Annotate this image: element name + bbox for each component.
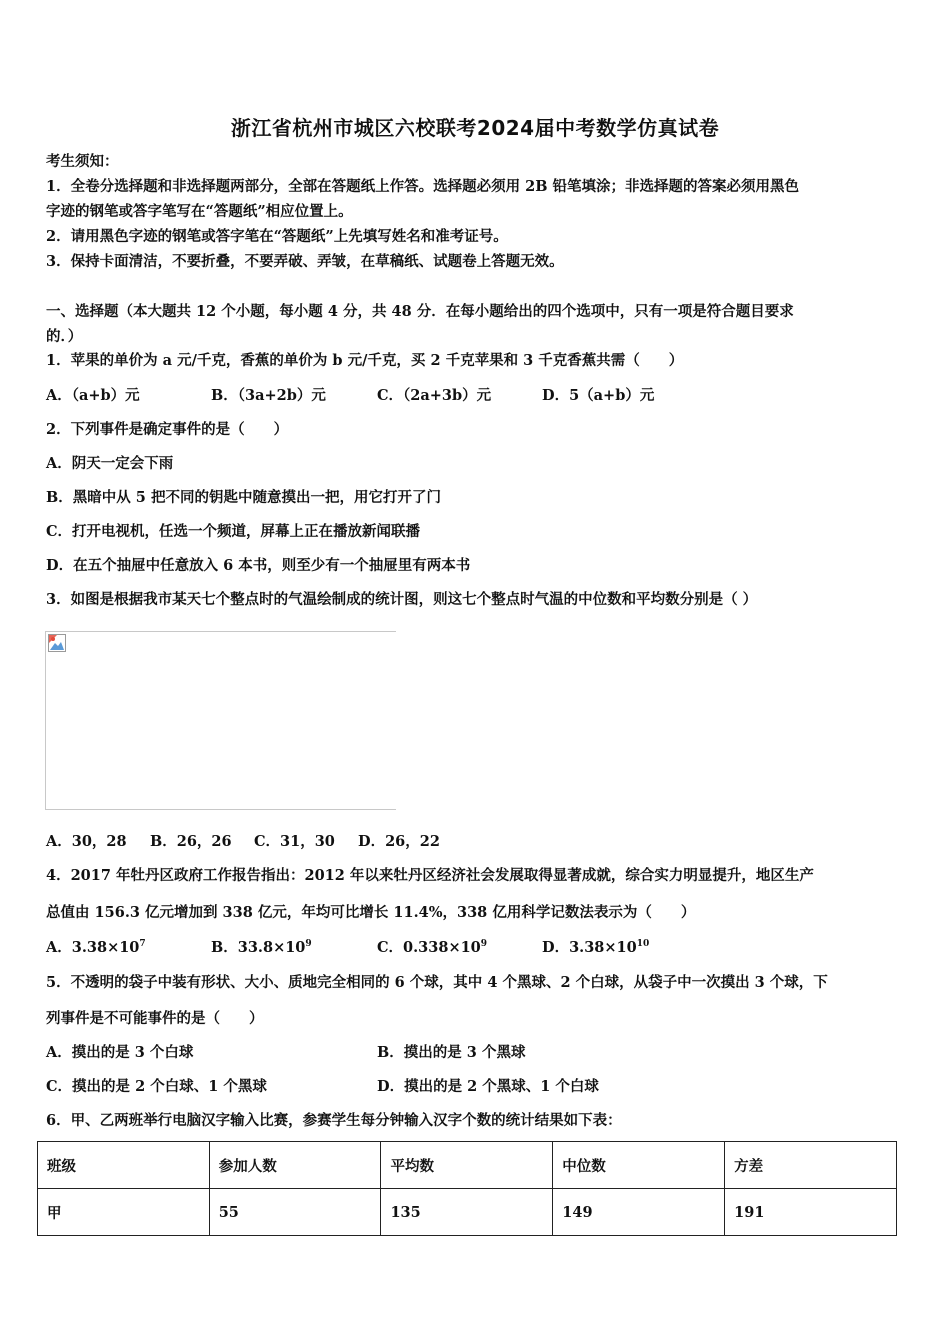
q1-option-d: D．5（a+b）元: [542, 387, 655, 404]
q5-stem-1: 5．不透明的袋子中装有形状、大小、质地完全相同的 6 个球，其中 4 个黑球、2 个白球，从袋子中一次摸出 3 个球，下: [46, 974, 828, 991]
section-heading-1: 一、选择题（本大题共 12 个小题，每小题 4 分，共 48 分．在每小题给出的四个选项中，只有一项是符合题目要求: [46, 303, 794, 320]
q4-option-b: [211, 939, 312, 957]
table-cell: 149: [553, 1189, 725, 1236]
q2-option-c: C．打开电视机，任选一个频道，屏幕上正在播放新闻联播: [46, 523, 421, 540]
q4-option-c-base: C．0.338×10: [377, 939, 481, 956]
q5-stem-2: 列事件是不可能事件的是（ ）: [46, 1010, 264, 1027]
q4-option-c-exp: 9: [480, 939, 488, 950]
q6-stem: 6．甲、乙两班举行电脑汉字输入比赛，参赛学生每分钟输入汉字个数的统计结果如下表：: [46, 1112, 622, 1129]
q2-option-a: A．阴天一定会下雨: [46, 455, 174, 472]
q4-option-a: [46, 939, 146, 957]
broken-image-icon: [48, 634, 66, 652]
q4-stem-1: 4．2017 年牡丹区政府工作报告指出：2012 年以来牡丹区经济社会发展取得显著成就，综合实力明显提升，地区生产: [46, 867, 814, 884]
q6-stats-table: [37, 1141, 897, 1236]
table-cell: 135: [381, 1189, 553, 1236]
q1-option-b: B．（3a+2b）元: [211, 387, 326, 404]
q4-option-d-exp: 10: [636, 939, 650, 950]
table-header-cell: 中位数: [553, 1142, 725, 1189]
q4-option-a-base: A．3.38×10: [46, 939, 140, 956]
table-header-cell: 班级: [38, 1142, 210, 1189]
table-row: [38, 1189, 897, 1236]
table-cell: 191: [725, 1189, 897, 1236]
table-cell: 55: [209, 1189, 381, 1236]
q4-option-b-base: B．33.8×10: [211, 939, 306, 956]
q3-option-d: D．26，22: [358, 833, 440, 850]
q3-stem: 3．如图是根据我市某天七个整点时的气温绘制成的统计图，则这七个整点时气温的中位数和平均数分别是（ ）: [46, 591, 758, 608]
q1-option-a: A．（a+b）元: [46, 387, 140, 404]
q4-stem-2: 总值由 156.3 亿元增加到 338 亿元，年均可比增长 11.4%，338 亿用科学记数法表示为（ ）: [46, 904, 696, 921]
q5-option-d: D．摸出的是 2 个黑球、1 个白球: [377, 1078, 599, 1095]
q3-option-a: A．30，28: [46, 833, 127, 850]
q2-option-b: B．黑暗中从 5 把不同的钥匙中随意摸出一把，用它打开了门: [46, 489, 441, 506]
notice-line-1b: 字迹的钢笔或答字笔写在“答题纸”相应位置上。: [46, 203, 353, 220]
table-header-cell: 方差: [725, 1142, 897, 1189]
temperature-chart-image: [45, 631, 396, 810]
q3-option-c: C．31，30: [254, 833, 335, 850]
q4-option-d: [542, 939, 649, 957]
q5-option-c: C．摸出的是 2 个白球、1 个黑球: [46, 1078, 267, 1095]
q2-stem: 2．下列事件是确定事件的是（ ）: [46, 421, 289, 438]
q5-option-b: B．摸出的是 3 个黑球: [377, 1044, 526, 1061]
q4-option-b-exp: 9: [305, 939, 312, 950]
notice-line-2: 2．请用黑色字迹的钢笔或答字笔在“答题纸”上先填写姓名和准考证号。: [46, 228, 508, 245]
notice-line-3: 3．保持卡面清洁，不要折叠，不要弄破、弄皱，在草稿纸、试题卷上答题无效。: [46, 253, 564, 270]
q2-option-d: D．在五个抽屉中任意放入 6 本书，则至少有一个抽屉里有两本书: [46, 557, 471, 574]
q4-option-d-base: D．3.38×10: [542, 939, 637, 956]
notice-line-1: 1．全卷分选择题和非选择题两部分，全部在答题纸上作答。选择题必须用 2B 铅笔填涂；非选择题的答案必须用黑色: [46, 178, 800, 195]
q5-option-a: A．摸出的是 3 个白球: [46, 1044, 194, 1061]
page-title: 浙江省杭州市城区六校联考2024届中考数学仿真试卷: [230, 116, 720, 140]
q1-option-c: C．（2a+3b）元: [377, 387, 492, 404]
table-header-cell: 平均数: [381, 1142, 553, 1189]
table-cell: 甲: [38, 1189, 210, 1236]
table-header-row: [38, 1142, 897, 1189]
section-heading-2: 的．）: [46, 328, 83, 345]
notice-heading: 考生须知：: [46, 153, 119, 170]
q4-option-c: [377, 939, 487, 957]
q1-stem: 1．苹果的单价为 a 元/千克，香蕉的单价为 b 元/千克，买 2 千克苹果和 3 千克香蕉共需（ ）: [46, 352, 684, 369]
q4-option-a-exp: 7: [139, 939, 146, 950]
q3-option-b: B．26，26: [150, 833, 232, 850]
table-header-cell: 参加人数: [209, 1142, 381, 1189]
